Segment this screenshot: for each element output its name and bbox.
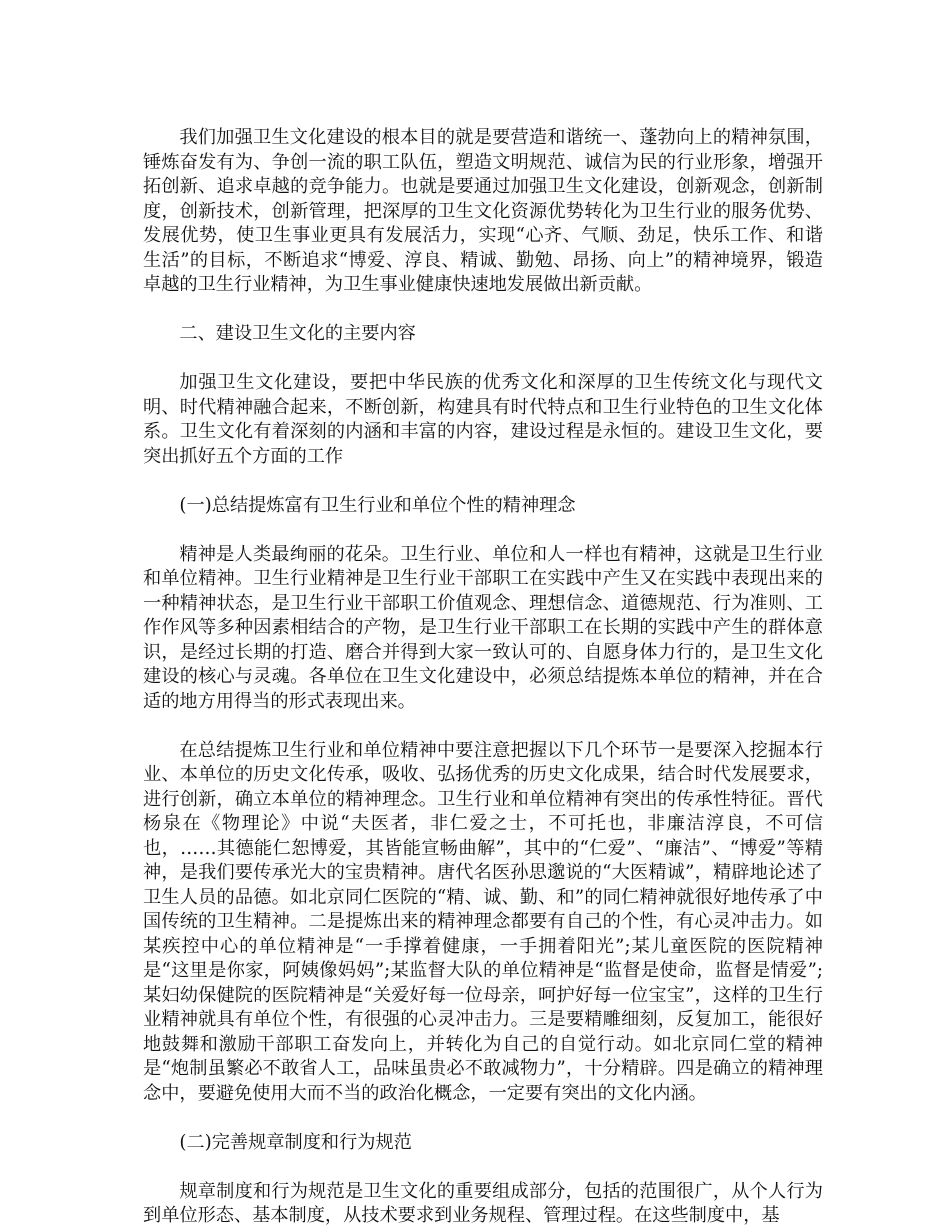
spacer: [143, 518, 823, 543]
paragraph-intro-content: 加强卫生文化建设，要把中华民族的优秀文化和深厚的卫生传统文化与现代文明、时代精神融合起来，不断创新，构建具有时代特点和卫生行业特色的卫生文化体系。卫生文化有着深刻的内涵和丰富的内容，建设过程是永恒的。建设卫生文化，要突出抓好五个方面的工作: [143, 372, 823, 467]
spacer: [143, 1106, 823, 1131]
spacer: [143, 347, 823, 372]
document-page: [143, 126, 823, 1229]
subheading-spirit-concept: (一)总结提炼富有卫生行业和单位个性的精神理念: [179, 494, 576, 516]
section-heading-main-content: 二、建设卫生文化的主要内容: [179, 323, 416, 344]
spacer: [143, 1155, 823, 1180]
paragraph-spirit-refinement: 在总结提炼卫生行业和单位精神中要注意把握以下几个环节一是要深入挖掘本行业、本单位的历史文化传承，吸收、弘扬优秀的历史文化成果，结合时代发展要求，进行创新，确立本单位的精神理念。卫生行业和单位精神有突出的传承性特征。晋代杨泉在《物理论》中说“夫医者，非仁爱之士，不可托也，非廉洁淳良，不可信也，……其德能仁恕博爱，其皆能宣畅曲解”，其中的“仁爱”、“廉洁”、“博爱”等精神，是我们要传承光大的宝贵精神。唐代名医孙思邈说的“大医精诚”，精辟地论述了卫生人员的品德。如北京同仁医院的“精、诚、勤、和”的同仁精神就很好地传承了中国传统的卫生精神。二是提炼出来的精神理念都要有自己的个性，有心灵冲击力。如某疾控中心的单位精神是“一手撑着健康，一手拥着阳光”;某儿童医院的医院精神是“这里是你家，阿姨像妈妈”;某监督大队的单位精神是“监督是使命，监督是情爱”;某妇幼保健院的医院精神是“关爱好每一位母亲，呵护好每一位宝宝”，这样的卫生行业精神就具有单位个性，有很强的心灵冲击力。三是要精雕细刻，反复加工，能很好地鼓舞和激励干部职工奋发向上，并转化为自己的自觉行动。如北京同仁堂的精神是“炮制虽繁必不敢省人工，品味虽贵必不敢减物力”，十分精辟。四是确立的精神理念中，要避免使用大而不当的政治化概念，一定要有突出的文化内涵。: [143, 739, 823, 1104]
spacer: [143, 469, 823, 494]
subheading-rules-norms: (二)完善规章制度和行为规范: [179, 1131, 412, 1153]
paragraph-rules-norms: 规章制度和行为规范是卫生文化的重要组成部分，包括的范围很广，从个人行为到单位形态、基本制度，从技术要求到业务规程、管理过程。在这些制度中，基: [143, 1180, 823, 1226]
paragraph-goal: 我们加强卫生文化建设的根本目的就是要营造和谐统一、蓬勃向上的精神氛围，锤炼奋发有为、争创一流的职工队伍，塑造文明规范、诚信为民的行业形象，增强开拓创新、追求卓越的竞争能力。也就是要通过加强卫生文化建设，创新观念，创新制度，创新技术，创新管理，把深厚的卫生文化资源优势转化为卫生行业的服务优势、发展优势，使卫生事业更具有发展活力，实现“心齐、气顺、劲足，快乐工作、和谐生活”的目标，不断追求“博爱、淳良、精诚、勤勉、昂扬、向上”的精神境界，锻造卓越的卫生行业精神，为卫生事业健康快速地发展做出新贡献。: [143, 127, 823, 295]
spacer: [143, 714, 823, 739]
paragraph-spirit-definition: 精神是人类最绚丽的花朵。卫生行业、单位和人一样也有精神，这就是卫生行业和单位精神。卫生行业精神是卫生行业干部职工在实践中产生又在实践中表现出来的一种精神状态，是卫生行业干部职工价值观念、理想信念、道德规范、行为准则、工作作风等多种因素相结合的产物，是卫生行业干部职工在长期的实践中产生的群体意识，是经过长期的打造、磨合并得到大家一致认可的、自愿身体力行的，是卫生文化建设的核心与灵魂。各单位在卫生文化建设中，必须总结提炼本单位的精神，并在合适的地方用得当的形式表现出来。: [143, 543, 823, 712]
spacer: [143, 298, 823, 323]
